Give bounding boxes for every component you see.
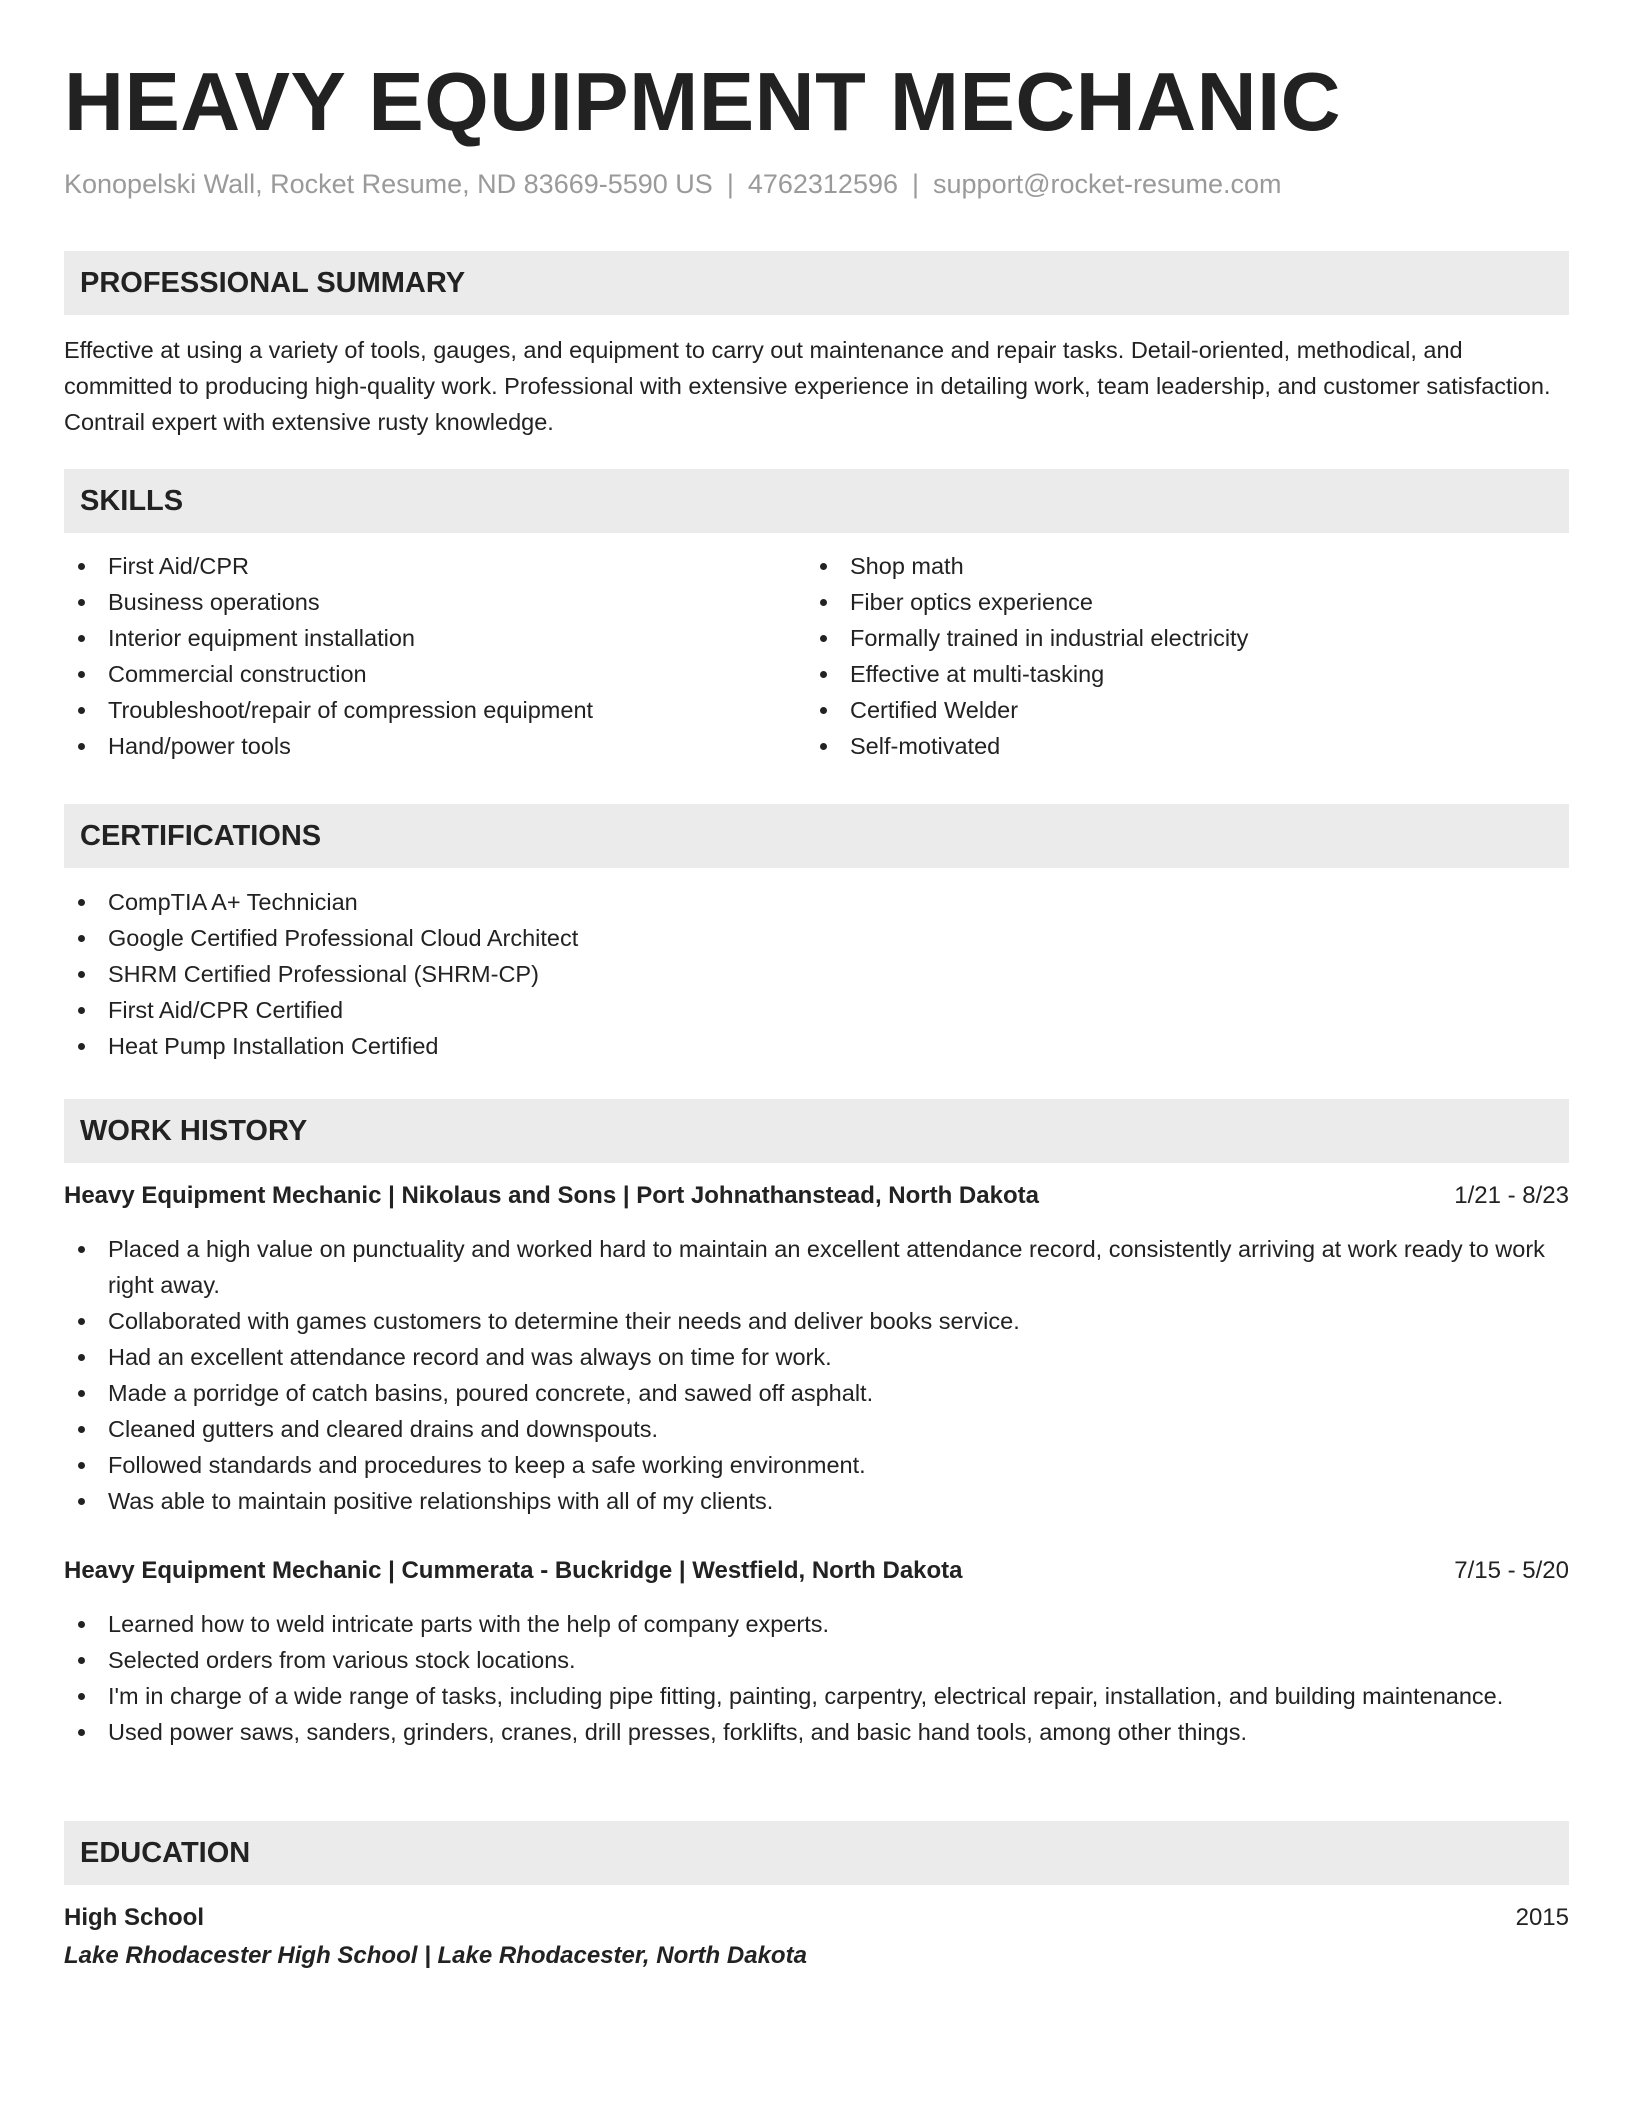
job-duty-item: Collaborated with games customers to determine their needs and deliver books service. <box>64 1303 1569 1339</box>
section-header-education: EDUCATION <box>64 1821 1569 1885</box>
certification-item: Google Certified Professional Cloud Architect <box>64 920 1569 956</box>
job-dates: 1/21 - 8/23 <box>1454 1182 1569 1209</box>
candidate-name: HEAVY EQUIPMENT MECHANIC <box>64 55 1342 148</box>
contact-separator: | <box>912 169 920 199</box>
summary-text: Effective at using a variety of tools, gauges, and equipment to carry out maintenance and repair tasks. Detail-oriented, methodical, and committed to producing high-quality work. Professional with extensive experience in detailing work, team leadership, and customer satisfaction. Contrail expert with extensive rusty knowledge. <box>64 337 1551 435</box>
job-duty-item: Was able to maintain positive relationships with all of my clients. <box>64 1483 1569 1519</box>
contact-address: Konopelski Wall, Rocket Resume, ND 83669-5590 US <box>64 169 713 199</box>
skill-item: Interior equipment installation <box>64 620 794 656</box>
certification-item: CompTIA A+ Technician <box>64 884 1569 920</box>
certification-item: First Aid/CPR Certified <box>64 992 1569 1028</box>
job-duties-list <box>64 1606 1569 1750</box>
skills-list-left <box>64 548 794 764</box>
contact-separator: | <box>726 169 734 199</box>
job-duty-item: Cleaned gutters and cleared drains and downspouts. <box>64 1411 1569 1447</box>
job-duty-item: Followed standards and procedures to keep a safe working environment. <box>64 1447 1569 1483</box>
job-duty-item: Selected orders from various stock locations. <box>64 1642 1569 1678</box>
job-duty-item: Used power saws, sanders, grinders, cranes, drill presses, forklifts, and basic hand tools, among other things. <box>64 1714 1569 1750</box>
section-header-work-history: WORK HISTORY <box>64 1099 1569 1163</box>
contact-email: support@rocket-resume.com <box>933 169 1282 199</box>
job-dates: 7/15 - 5/20 <box>1454 1557 1569 1584</box>
skill-item: Formally trained in industrial electricity <box>806 620 1566 656</box>
job-duties-list <box>64 1231 1569 1519</box>
section-header-skills: SKILLS <box>64 469 1569 533</box>
education-school: Lake Rhodacester High School | Lake Rhodacester, North Dakota <box>64 1942 807 1969</box>
job-duty-item: I'm in charge of a wide range of tasks, including pipe fitting, painting, carpentry, electrical repair, installation, and building maintenance. <box>64 1678 1569 1714</box>
skill-item: Business operations <box>64 584 794 620</box>
section-header-summary: PROFESSIONAL SUMMARY <box>64 251 1569 315</box>
contact-phone: 4762312596 <box>747 169 898 199</box>
certifications-list <box>64 884 1569 1064</box>
section-header-certifications: CERTIFICATIONS <box>64 804 1569 868</box>
certification-item: Heat Pump Installation Certified <box>64 1028 1569 1064</box>
contact-line <box>64 166 1282 202</box>
job-heading: Heavy Equipment Mechanic | Cummerata - Buckridge | Westfield, North Dakota <box>64 1557 963 1584</box>
education-degree: High School <box>64 1904 204 1931</box>
job-heading: Heavy Equipment Mechanic | Nikolaus and Sons | Port Johnathanstead, North Dakota <box>64 1182 1039 1209</box>
skill-item: Effective at multi-tasking <box>806 656 1566 692</box>
job-duty-item: Had an excellent attendance record and was always on time for work. <box>64 1339 1569 1375</box>
skill-item: Troubleshoot/repair of compression equipment <box>64 692 794 728</box>
skill-item: Certified Welder <box>806 692 1566 728</box>
skill-item: Self-motivated <box>806 728 1566 764</box>
job-duty-item: Placed a high value on punctuality and worked hard to maintain an excellent attendance record, consistently arriving at work ready to work right away. <box>64 1231 1569 1303</box>
job-duty-item: Made a porridge of catch basins, poured concrete, and sawed off asphalt. <box>64 1375 1569 1411</box>
skill-item: First Aid/CPR <box>64 548 794 584</box>
education-year: 2015 <box>1515 1904 1569 1931</box>
job-duty-item: Learned how to weld intricate parts with the help of company experts. <box>64 1606 1569 1642</box>
skill-item: Hand/power tools <box>64 728 794 764</box>
skill-item: Fiber optics experience <box>806 584 1566 620</box>
skills-list-right <box>806 548 1566 764</box>
skill-item: Shop math <box>806 548 1566 584</box>
certification-item: SHRM Certified Professional (SHRM-CP) <box>64 956 1569 992</box>
skill-item: Commercial construction <box>64 656 794 692</box>
